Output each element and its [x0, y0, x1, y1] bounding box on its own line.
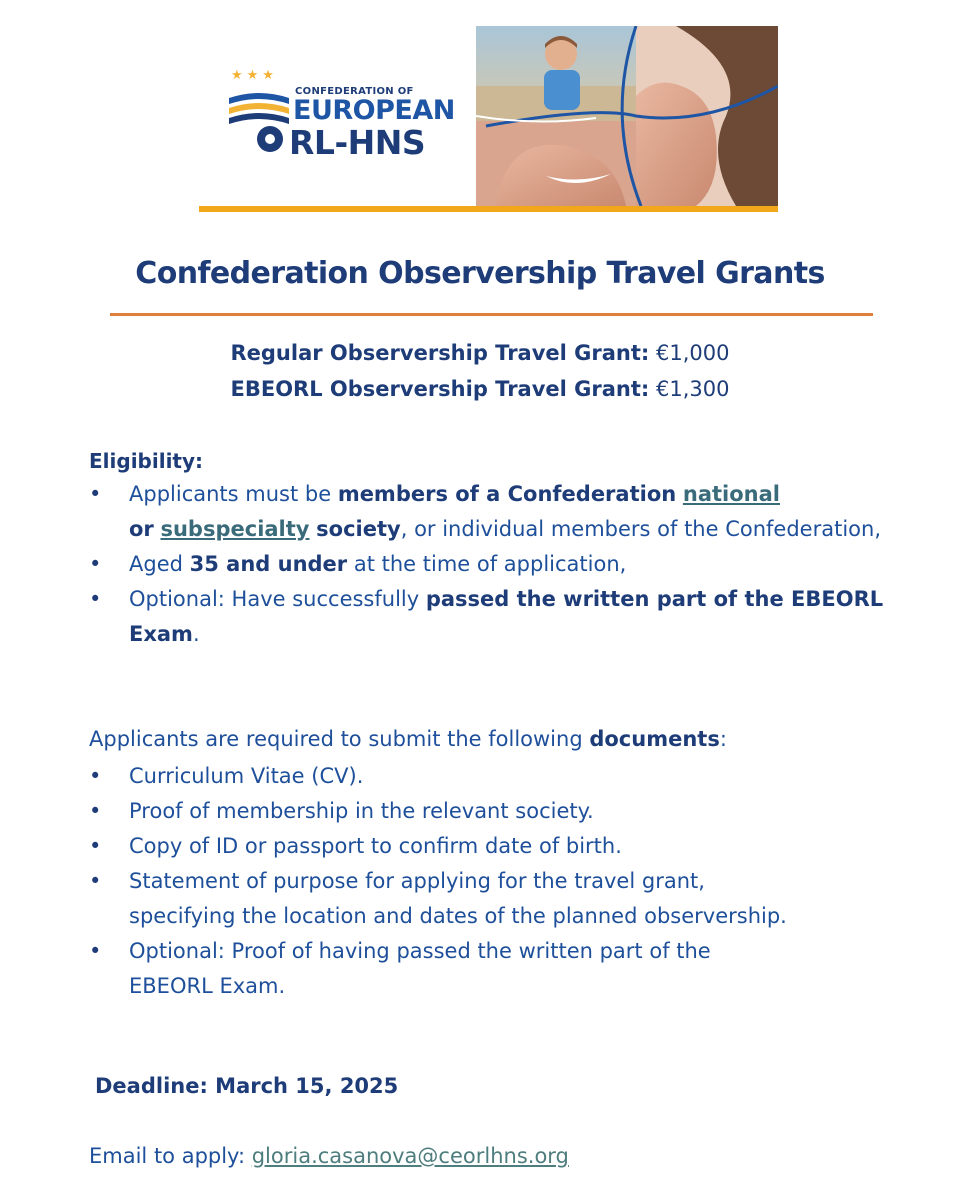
national-society-link[interactable]: national	[682, 482, 780, 506]
logo-text-middle: EUROPEAN	[293, 95, 455, 126]
documents-list	[89, 759, 789, 1004]
grant-ebeorl-amount: €1,300	[656, 377, 730, 401]
text: Applicants must be	[129, 482, 338, 506]
logo-text-bottom: RL-HNS	[289, 123, 426, 162]
grant-regular-amount: €1,000	[656, 341, 730, 365]
bold-text: society	[316, 517, 401, 541]
bold-text: documents	[589, 727, 720, 751]
bold-text: members of a Confederation	[337, 482, 677, 506]
eligibility-heading: Eligibility:	[89, 449, 204, 473]
list-item: • Statement of purpose for applying for the travel grant, specifying the location and dates of the planned observership.	[89, 864, 789, 934]
list-item	[89, 547, 889, 582]
apply-line	[89, 1144, 569, 1168]
bold-text: passed the written part of the EBEORL Exam	[129, 587, 884, 646]
logo-ring-icon	[257, 126, 283, 152]
list-item: • Optional: Proof of having passed the written part of the EBEORL Exam.	[89, 934, 789, 1004]
text: .	[192, 622, 200, 646]
logo-swoosh-icon	[227, 84, 291, 128]
subspecialty-society-link[interactable]: subspecialty	[160, 517, 310, 541]
banner-photo-collage	[476, 26, 778, 206]
text: Aged	[129, 552, 190, 576]
text: , or individual members of the Confederation,	[400, 517, 881, 541]
apply-email-link[interactable]: gloria.casanova@ceorlhns.org	[251, 1144, 569, 1168]
bold-text: or	[129, 517, 154, 541]
list-item	[89, 582, 889, 652]
documents-intro	[89, 727, 727, 751]
apply-label: Email to apply:	[89, 1144, 252, 1168]
header-banner	[199, 26, 778, 214]
page-title: Confederation Observership Travel Grants	[135, 256, 825, 291]
list-item: • Copy of ID or passport to confirm date of birth.	[89, 829, 789, 864]
banner-accent-bar	[199, 206, 778, 212]
list-item: • Proof of membership in the relevant society.	[89, 794, 789, 829]
logo-text-top: CONFEDERATION OF	[295, 86, 414, 97]
text: at the time of application,	[347, 552, 627, 576]
stars-icon: ★★★	[231, 68, 278, 83]
eligibility-list	[89, 477, 889, 652]
confederation-logo	[199, 26, 484, 206]
bold-text: 35 and under	[189, 552, 348, 576]
grant-regular-label: Regular Observership Travel Grant:	[230, 341, 650, 365]
text: Applicants are required to submit the following	[89, 727, 590, 751]
grant-regular	[0, 341, 960, 365]
grant-ebeorl-label: EBEORL Observership Travel Grant:	[230, 377, 650, 401]
grant-ebeorl	[0, 377, 960, 401]
title-divider	[110, 313, 873, 316]
text: :	[719, 727, 727, 751]
deadline: Deadline: March 15, 2025	[95, 1074, 399, 1098]
list-item: • Curriculum Vitae (CV).	[89, 759, 789, 794]
text: Optional: Have successfully	[129, 587, 426, 611]
list-item	[89, 477, 889, 547]
